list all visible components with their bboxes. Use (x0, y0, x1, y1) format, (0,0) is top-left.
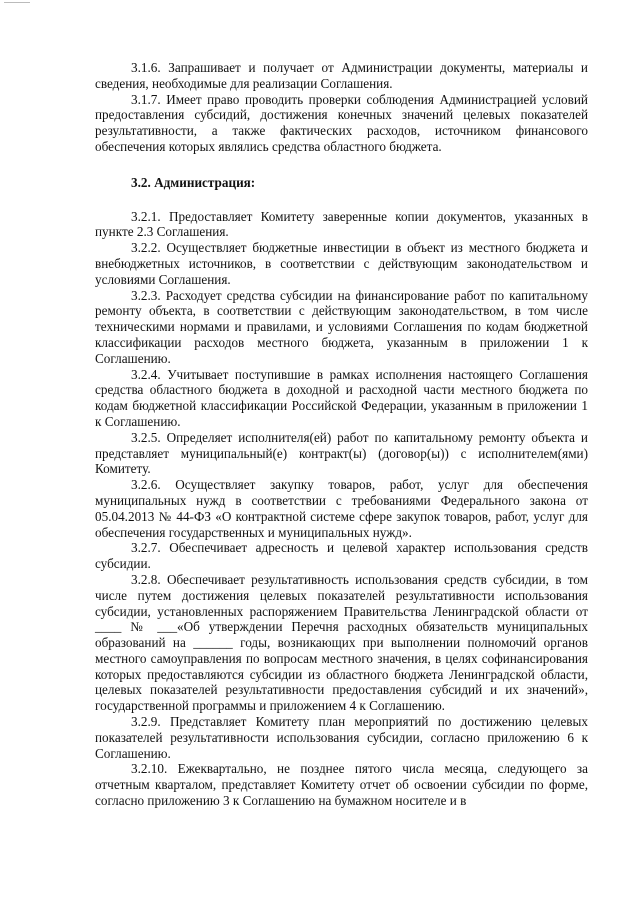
paragraph-3-1-6: 3.1.6. Запрашивает и получает от Администрации документы, материалы и сведения, необходимые для реализации Соглашения. (95, 60, 588, 91)
paragraph-3-2-4: 3.2.4. Учитывает поступившие в рамках исполнения настоящего Соглашения средства областного бюджета в доходной и расходной части местного бюджета по кодам бюджетной классификации Российской Федерации, указанным в приложении 1 к Соглашению. (95, 366, 588, 429)
scan-corner-mark (4, 2, 30, 3)
section-heading-3-2: 3.2. Администрация: (131, 174, 256, 190)
paragraph-3-2-5: 3.2.5. Определяет исполнителя(ей) работ по капитальному ремонту объекта и представляет муниципальный(е) контракт(ы) (договор(ы)) с исполнителем(ями) Комитету. (95, 429, 588, 477)
paragraph-3-2-9: 3.2.9. Представляет Комитету план мероприятий по достижению целевых показателей результативности использования субсидии, согласно приложению 6 к Соглашению. (95, 714, 588, 761)
paragraph-3-2-10: 3.2.10. Ежеквартально, не позднее пятого числа месяца, следующего за отчетным кварталом, представляет Комитету отчет об освоении субсидии по форме, согласно приложению 3 к Соглашению на бумажном носителе и в (95, 761, 588, 809)
paragraph-3-1-7: 3.1.7. Имеет право проводить проверки соблюдения Администрацией условий предоставления субсидий, достижения конечных значений целевых показателей результативности, а также фактических расходов, источником финансового обеспечения которых являлись средства областного бюджета. (95, 91, 588, 154)
paragraph-3-2-6: 3.2.6. Осуществляет закупку товаров, работ, услуг для обеспечения муниципальных нужд в соответствии с требованиями Федерального закона от 05.04.2013 № 44-ФЗ «О контрактной системе сфере закупок товаров, работ, услуг для обеспечения государственных и муниципальных нужд». (95, 477, 588, 540)
paragraph-3-2-2: 3.2.2. Осуществляет бюджетные инвестиции в объект из местного бюджета и внебюджетных источников, в соответствии с действующим законодательством и условиями Соглашения. (95, 240, 588, 287)
paragraph-3-2-1: 3.2.1. Предоставляет Комитету заверенные копии документов, указанных в пункте 2.3 Соглашения. (95, 208, 588, 240)
paragraph-3-2-3: 3.2.3. Расходует средства субсидии на финансирование работ по капитальному ремонту объекта, в соответствии с действующим законодательством, в том числе техническими нормами и правилами, и условиями Соглашения по кодам бюджетной классификации расходов местного бюджета, указанным в приложении 1 к Соглашению. (95, 287, 588, 366)
paragraph-3-2-8: 3.2.8. Обеспечивает результативность использования средств субсидии, в том числе путем достижения целевых показателей результативности использования субсидии, установленных распоряжением Правительства Ленинградской области от ____ № ___«Об утверждении Перечня расходных обязательств муниципальных образований на ______ годы, возникающих при выполнении полномочий органов местного самоуправления по вопросам местного значения, в целях софинансирования которых предоставляются субсидии из областного бюджета Ленинградской области, целевых показателей результативности предоставления субсидий и их значений», государственной программы и приложением 4 к Соглашению. (95, 571, 588, 714)
document-page (95, 60, 588, 809)
paragraph-3-2-7: 3.2.7. Обеспечивает адресность и целевой характер использования средств субсидии. (95, 540, 588, 572)
